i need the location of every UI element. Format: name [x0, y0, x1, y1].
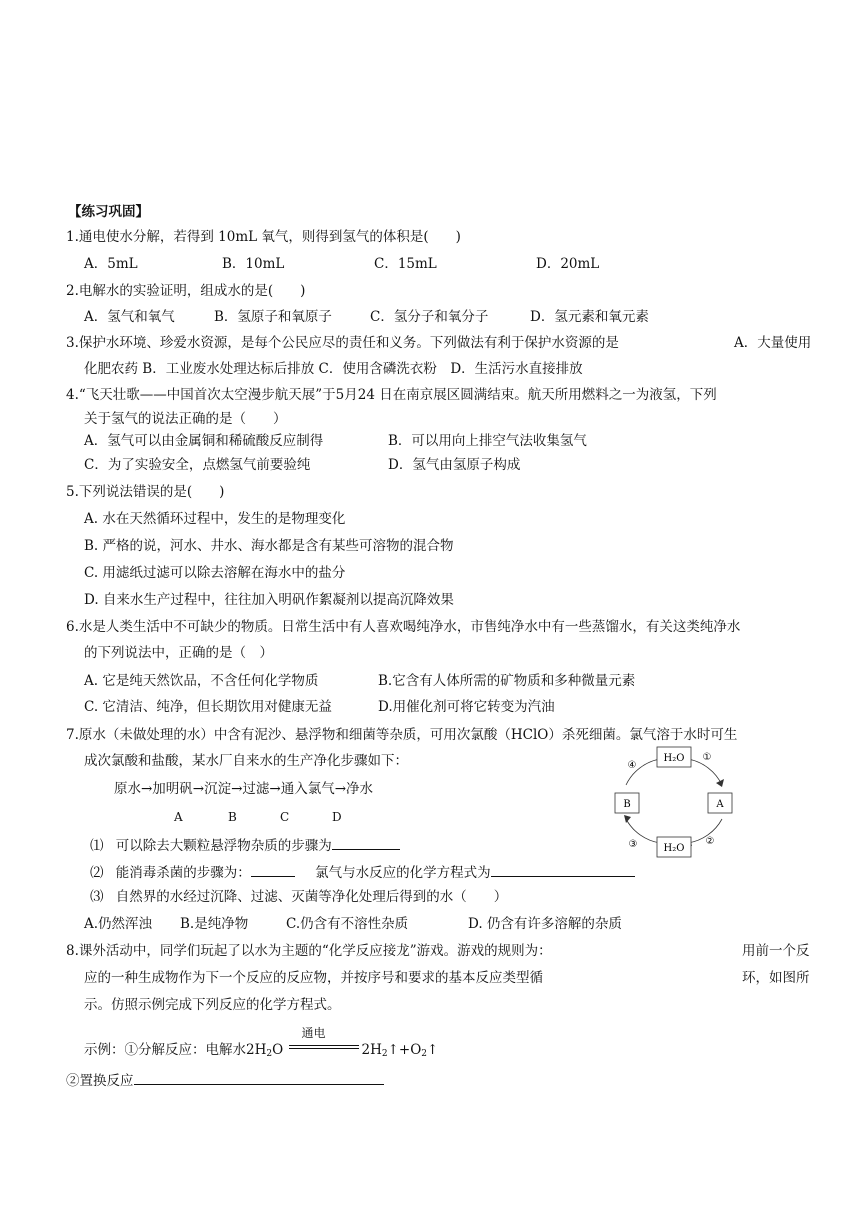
question-7-line-2: 成次氯酸和盐酸，某水厂自来水的生产净化步骤如下： — [84, 753, 408, 769]
node-left-label: B — [623, 799, 631, 810]
question-5-option-b: B. 严格的说，河水、井水、海水都是含有某些可溶物的混合物 — [84, 538, 454, 554]
question-7-option-a: A.仍然浑浊 — [84, 916, 153, 932]
step-number-4: ④ — [627, 760, 637, 771]
question-6-option-c: C. 它清洁、纯净，但长期饮用对健康无益 — [84, 699, 332, 715]
example-subscript-h: 2 — [381, 1049, 388, 1059]
question-1-option-b: B．10mL — [222, 256, 285, 272]
node-top-label: H₂O — [663, 753, 685, 764]
question-7-sub-2-text-a: 能消毒杀菌的步骤为： — [115, 865, 251, 881]
question-2-option-b: B．氢原子和氧原子 — [214, 309, 332, 325]
question-7-option-d: D. 仍含有许多溶解的杂质 — [468, 916, 622, 932]
question-7-line-1: 7.原水（未做处理的水）中含有泥沙、悬浮物和细菌等杂质，可用次氯酸（HClO）杀死细菌。氯气溶于水时可生 — [66, 727, 738, 743]
reaction-condition-arrow — [287, 1026, 361, 1054]
reaction-condition: 通电 — [301, 1026, 326, 1040]
question-4-option-b: B．可以用向上排空气法收集氢气 — [388, 433, 587, 449]
question-1-option-d: D．20mL — [536, 256, 600, 272]
step-number-2: ② — [705, 836, 715, 847]
question-7-label-a: A — [174, 810, 183, 824]
step-number-1: ① — [702, 752, 712, 763]
question-6-line-2: 的下列说法中，正确的是（ ） — [84, 645, 273, 661]
question-7-sub-1-text: 可以除去大颗粒悬浮物杂质的步骤为 — [115, 838, 332, 854]
question-8-answer — [66, 1070, 384, 1090]
example-products-h: 2H — [361, 1042, 382, 1058]
question-7-sub-2-number: ⑵ — [90, 865, 104, 881]
question-5-option-d: D. 自来水生产过程中，往往加入明矾作絮凝剂以提高沉降效果 — [84, 592, 454, 608]
question-7-sub-3 — [90, 888, 507, 906]
question-3-line-1: 3.保护水环境、珍爱水资源，是每个公民应尽的责任和义务。下列做法有利于保护水资源的是 — [66, 335, 619, 351]
question-1-option-c: C．15mL — [374, 256, 437, 272]
question-4-option-c: C．为了实验安全，点燃氢气前要验纯 — [84, 457, 311, 473]
question-3-option-a: A．大量使用 — [734, 335, 812, 351]
question-7-sub-1 — [90, 835, 400, 855]
question-2-option-a: A．氢气和氧气 — [84, 309, 175, 325]
question-7-label-c: C — [280, 810, 290, 824]
question-2-option-d: D．氢元素和氧元素 — [530, 309, 649, 325]
question-2-stem: 2.电解水的实验证明，组成水的是( ) — [66, 283, 306, 299]
arrowhead-1 — [716, 779, 724, 787]
question-7-flow: 原水→加明矾→沉淀→过滤→通入氯气→净水 — [114, 781, 374, 797]
answer-blank-1[interactable] — [332, 835, 400, 850]
question-6-option-b: B.它含有人体所需的矿物质和多种微量元素 — [378, 673, 636, 689]
example-prefix: 示例：①分解反应：电解水2H — [84, 1042, 267, 1058]
question-5-stem: 5.下列说法错误的是( ) — [66, 484, 225, 500]
question-4-line-1: 4.“飞天壮歌——中国首次太空漫步航天展”于5月24 日在南京展区圆满结束。航天所用燃料之一为液氢，下列 — [66, 387, 717, 403]
question-5-option-c: C. 用滤纸过滤可以除去溶解在海水中的盐分 — [84, 565, 346, 581]
question-4-option-a: A．氢气可以由金属铜和稀硫酸反应制得 — [84, 433, 324, 449]
question-8-line-1: 8.课外活动中，同学们玩起了以水为主题的“化学反应接龙”游戏。游戏的规则为： — [66, 943, 552, 959]
step-number-3: ③ — [628, 839, 638, 850]
section-title: 【练习巩固】 — [68, 204, 149, 220]
question-7-sub-2-text-b: 氯气与水反应的化学方程式为 — [315, 865, 491, 881]
question-6-option-d: D.用催化剂可将它转变为汽油 — [378, 699, 555, 715]
question-1-option-a: A．5mL — [84, 256, 138, 272]
question-7-sub-3-text: 自然界的水经过沉降、过滤、灭菌等净化处理后得到的水（ ） — [115, 889, 508, 905]
question-3-line-2: 化肥农药 B．工业废水处理达标后排放 C．使用含磷洗衣粉 D．生活污水直接排放 — [84, 361, 583, 377]
question-4-line-2: 关于氢气的说法正确的是（ ） — [84, 411, 287, 427]
question-2-option-c: C．氢分子和氧分子 — [370, 309, 489, 325]
question-8-example — [84, 1026, 439, 1059]
example-products-rest: ↑+O — [387, 1042, 422, 1058]
question-5-option-a: A. 水在天然循环过程中，发生的是物理变化 — [84, 511, 346, 527]
example-products-end: ↑ — [427, 1042, 439, 1058]
question-7-label-b: B — [228, 810, 237, 824]
answer-label-displacement: ②置换反应 — [66, 1073, 134, 1089]
question-8-line-2: 应的一种生成物作为下一个反应的反应物，并按序号和要求的基本反应类型循 — [84, 970, 543, 986]
question-7-sub-3-number: ⑶ — [90, 889, 104, 905]
question-7-sub-2 — [90, 862, 635, 882]
example-subscript: 2 — [266, 1049, 273, 1059]
question-7-sub-1-number: ⑴ — [90, 838, 104, 854]
reaction-cycle-diagram — [612, 743, 736, 861]
answer-blank-4[interactable] — [134, 1070, 384, 1085]
example-oxygen: O — [272, 1042, 284, 1058]
node-bottom-label: H₂O — [663, 843, 685, 854]
question-7-option-c: C.仍含有不溶性杂质 — [286, 916, 409, 932]
answer-blank-2[interactable] — [251, 862, 295, 877]
example-subscript-o: 2 — [421, 1049, 428, 1059]
question-7-label-d: D — [332, 810, 342, 824]
question-7-option-b: B.是纯净物 — [180, 916, 249, 932]
question-8-line-1-right: 用前一个反 — [742, 943, 810, 959]
question-8-line-3: 示。仿照示例完成下列反应的化学方程式。 — [84, 997, 341, 1013]
question-1-stem: 1.通电使水分解，若得到 10mL 氧气，则得到氢气的体积是( ) — [66, 229, 461, 245]
answer-blank-3[interactable] — [491, 862, 635, 877]
question-6-option-a: A. 它是纯天然饮品，不含任何化学物质 — [84, 673, 319, 689]
node-right-label: A — [716, 799, 724, 810]
question-6-line-1: 6.水是人类生活中不可缺少的物质。日常生活中有人喜欢喝纯净水，市售纯净水中有一些蒸馏水，有关这类纯净水 — [66, 619, 741, 635]
question-8-line-2-right: 环，如图所 — [742, 970, 810, 986]
question-4-option-d: D．氢气由氢原子构成 — [388, 457, 521, 473]
